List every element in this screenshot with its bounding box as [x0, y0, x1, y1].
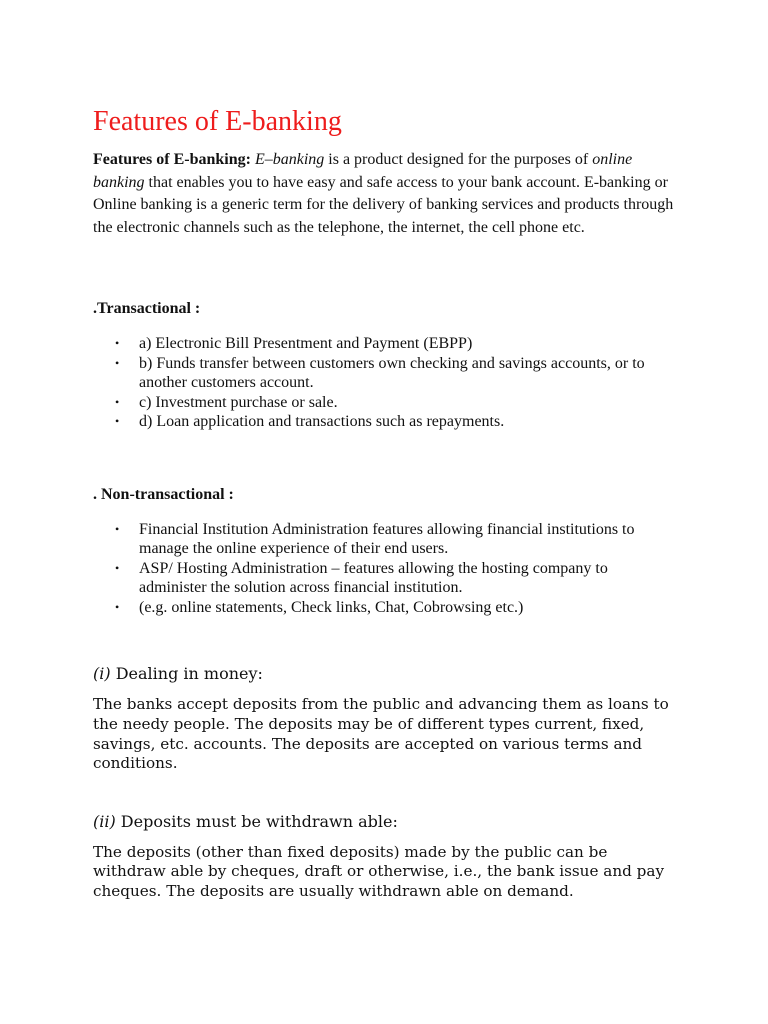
list-item-text: ASP/ Hosting Administration – features allowing the hosting company to administer the solution across financial institution.: [139, 559, 608, 597]
bullet-icon: •: [115, 414, 120, 429]
list-item-text: Financial Institution Administration features allowing financial institutions to manage the online experience of their end users.: [139, 520, 635, 558]
intro-text-2: that enables you to have easy and safe access to your bank account. E-banking or Online banking is a generic term for the delivery of banking services and products through the electronic channels such as the telephone, the internet, the cell phone etc.: [93, 173, 674, 236]
intro-term-online-banking: online banking: [93, 151, 633, 191]
dealing-heading: [93, 662, 693, 686]
list-item: [93, 334, 679, 354]
spacer: [93, 320, 693, 334]
transactional-heading: .Transactional :: [93, 300, 201, 318]
intro-text-1: is a product designed for the purposes of: [324, 151, 593, 168]
document-title: Features of E-banking: [93, 106, 342, 137]
bullet-icon: •: [115, 521, 120, 536]
intro-lead: Features of E-banking:: [93, 151, 251, 168]
non-transactional-heading: . Non-transactional :: [93, 485, 234, 503]
list-item: [93, 393, 679, 413]
spacer: [93, 774, 693, 810]
bullet-icon: •: [115, 336, 120, 351]
dealing-heading-text: Dealing in money:: [110, 664, 263, 684]
deposits-heading-text: Deposits must be withdrawn able:: [115, 811, 398, 831]
bullet-icon: •: [115, 394, 120, 409]
bullet-icon: •: [115, 560, 120, 575]
list-item-text: a) Electronic Bill Presentment and Payment (EBPP): [139, 335, 473, 353]
bullet-icon: •: [115, 355, 120, 370]
document-page: [93, 104, 693, 902]
deposits-paragraph: The deposits (other than fixed deposits) made by the public can be withdraw able by cheques, draft or otherwise, i.e., the bank issue and pay cheques. The deposits are usually withdrawn able on demand.: [93, 842, 665, 900]
deposits-heading: [93, 810, 693, 834]
list-item-text: b) Funds transfer between customers own checking and savings accounts, or to another customers account.: [139, 354, 645, 392]
spacer: [93, 432, 693, 484]
dealing-paragraph: The banks accept deposits from the public and advancing them as loans to the needy people. The deposits may be of different types current, fixed, savings, etc. accounts. The deposits are accepted on various terms and conditions.: [93, 695, 669, 773]
list-item: [93, 559, 679, 598]
deposits-number: (ii): [93, 811, 116, 831]
intro-paragraph: [93, 149, 683, 239]
spacer: [93, 506, 693, 520]
transactional-list: [93, 334, 693, 432]
dealing-number: (i): [93, 664, 111, 684]
intro-term-ebanking: E–banking: [254, 151, 325, 168]
list-item: [93, 354, 679, 393]
list-item-text: (e.g. online statements, Check links, Chat, Cobrowsing etc.): [139, 598, 524, 616]
list-item: [93, 598, 679, 618]
spacer: [93, 834, 693, 843]
spacer: [93, 239, 693, 298]
list-item: [93, 520, 679, 559]
list-item: [93, 412, 679, 432]
bullet-icon: •: [115, 599, 120, 614]
spacer: [93, 617, 693, 662]
list-item-text: d) Loan application and transactions such as repayments.: [139, 413, 505, 431]
list-item-text: c) Investment purchase or sale.: [139, 393, 338, 411]
non-transactional-list: [93, 520, 693, 618]
spacer: [93, 686, 693, 695]
